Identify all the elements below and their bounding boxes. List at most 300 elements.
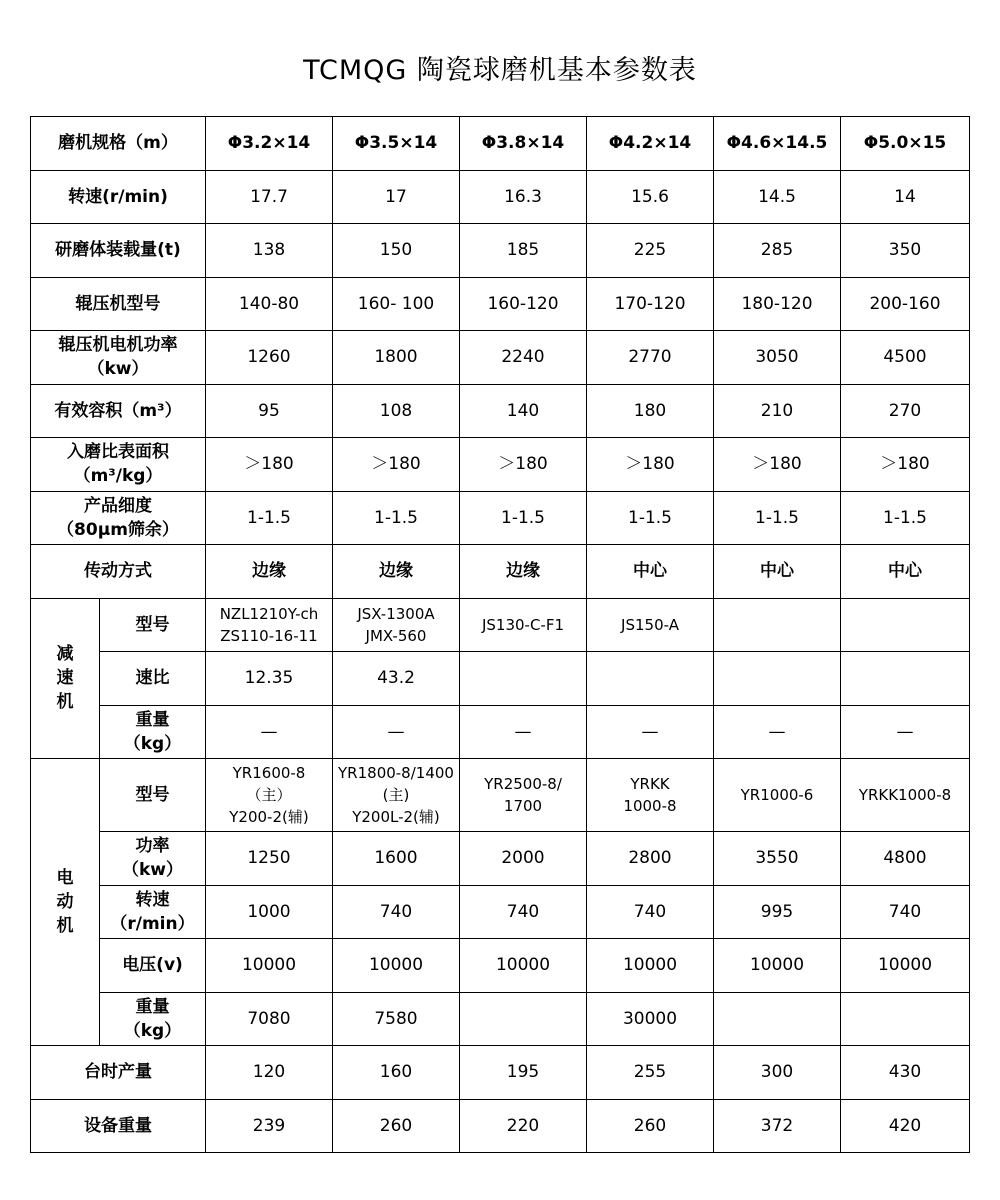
table-row — [31, 1099, 970, 1153]
parameter-table — [30, 116, 970, 1153]
cell-value: 1-1.5 — [628, 507, 672, 528]
value-cell — [460, 331, 587, 385]
value-cell — [333, 759, 460, 832]
value-cell — [714, 170, 841, 224]
value-cell — [587, 1099, 714, 1153]
value-cell — [841, 885, 970, 939]
cell-value: 7080 — [247, 1008, 291, 1029]
group-header-char: 动 — [56, 892, 74, 912]
row-header-unit: （80μm筛余） — [57, 519, 179, 540]
row-header-label: 重量 — [135, 996, 170, 1017]
value-cell — [587, 384, 714, 438]
group-header-char: 减 — [56, 644, 74, 665]
row-header — [31, 491, 206, 545]
table-row — [31, 277, 970, 331]
cell-value: 1600 — [374, 848, 418, 869]
value-cell — [206, 224, 333, 278]
value-cell — [460, 598, 587, 652]
cell-value: 740 — [506, 901, 540, 922]
value-cell — [714, 331, 841, 385]
row-header-unit: （r/min） — [110, 913, 195, 934]
value-cell — [333, 992, 460, 1046]
cell-value: 285 — [760, 240, 794, 261]
column-header-label: Φ3.2×14 — [227, 133, 311, 154]
row-header — [100, 885, 206, 939]
column-header — [587, 117, 714, 171]
cell-value: 30000 — [622, 1008, 678, 1029]
value-cell — [206, 705, 333, 759]
cell-value-line: JMX-560 — [365, 626, 427, 645]
value-cell — [841, 598, 970, 652]
cell-value-line: YRKK1000-8 — [858, 786, 952, 804]
row-header-label: 辊压机电机功率 — [58, 335, 178, 356]
cell-value: 中心 — [760, 561, 794, 582]
value-cell — [714, 759, 841, 832]
cell-value-line: (主) — [382, 786, 410, 804]
value-cell — [333, 598, 460, 652]
cell-value: 180 — [633, 400, 667, 421]
cell-value: ＞180 — [371, 454, 421, 475]
value-cell — [714, 652, 841, 706]
cell-value-line: YR1000-6 — [740, 786, 814, 804]
cell-value: 1800 — [374, 347, 418, 368]
value-cell — [714, 545, 841, 599]
cell-value: 17 — [385, 186, 407, 207]
row-header — [100, 759, 206, 832]
row-header — [31, 1099, 206, 1153]
cell-value: 195 — [506, 1062, 540, 1083]
value-cell — [587, 939, 714, 993]
value-cell — [333, 545, 460, 599]
group-header-char: 电 — [56, 868, 74, 888]
cell-value: 1-1.5 — [247, 507, 291, 528]
group-header — [31, 598, 100, 759]
cell-value: 740 — [888, 901, 922, 922]
cell-value: 350 — [888, 240, 922, 261]
row-header — [100, 652, 206, 706]
value-cell — [587, 832, 714, 886]
cell-value: 140-80 — [238, 293, 300, 314]
value-cell — [460, 1099, 587, 1153]
value-cell — [587, 170, 714, 224]
row-header — [31, 277, 206, 331]
cell-value: 210 — [760, 400, 794, 421]
value-cell — [460, 384, 587, 438]
cell-value: — — [260, 721, 278, 742]
value-cell — [460, 545, 587, 599]
value-cell — [206, 491, 333, 545]
cell-value: 150 — [379, 240, 413, 261]
group-header-char: 机 — [56, 916, 74, 936]
value-cell — [333, 832, 460, 886]
value-cell — [333, 652, 460, 706]
column-header-label: Φ4.6×14.5 — [726, 133, 828, 154]
value-cell — [206, 1046, 333, 1100]
value-cell — [714, 832, 841, 886]
cell-value: 1000 — [247, 901, 291, 922]
value-cell — [714, 1046, 841, 1100]
cell-value: 10000 — [877, 955, 933, 976]
row-header-label: 电压(v) — [122, 955, 183, 976]
value-cell — [333, 438, 460, 492]
value-cell — [206, 545, 333, 599]
row-header-label: 转速(r/min) — [68, 186, 168, 207]
value-cell — [841, 545, 970, 599]
cell-value: — — [768, 721, 786, 742]
value-cell — [206, 277, 333, 331]
cell-value: ＞180 — [752, 454, 802, 475]
value-cell — [206, 759, 333, 832]
value-cell — [714, 992, 841, 1046]
value-cell — [714, 277, 841, 331]
cell-value: 220 — [506, 1115, 540, 1136]
value-cell — [460, 224, 587, 278]
value-cell — [206, 832, 333, 886]
column-header — [333, 117, 460, 171]
cell-value: 200-160 — [869, 293, 941, 314]
value-cell — [333, 170, 460, 224]
cell-value: 1-1.5 — [501, 507, 545, 528]
value-cell — [841, 384, 970, 438]
value-cell — [206, 384, 333, 438]
cell-value-line: 1000-8 — [623, 797, 677, 815]
column-header — [841, 117, 970, 171]
column-header-label: Φ5.0×15 — [863, 133, 947, 154]
cell-value: 108 — [379, 400, 413, 421]
cell-value: 7580 — [374, 1008, 418, 1029]
value-cell — [841, 832, 970, 886]
value-cell — [841, 992, 970, 1046]
value-cell — [714, 705, 841, 759]
cell-value: 2800 — [628, 848, 672, 869]
cell-value-line: YRKK — [630, 775, 670, 793]
table-row — [31, 832, 970, 886]
row-header — [31, 117, 206, 171]
value-cell — [841, 277, 970, 331]
cell-value: 120 — [252, 1062, 286, 1083]
cell-value: 740 — [379, 901, 413, 922]
cell-value: 边缘 — [506, 561, 540, 582]
cell-value-line: YR1600-8 — [232, 764, 306, 782]
column-header — [714, 117, 841, 171]
value-cell — [206, 598, 333, 652]
table-row — [31, 992, 970, 1046]
cell-value-line: Y200-2(辅) — [229, 808, 309, 826]
value-cell — [587, 491, 714, 545]
cell-value: 12.35 — [244, 668, 294, 689]
cell-value: 10000 — [495, 955, 551, 976]
row-header — [100, 598, 206, 652]
value-cell — [841, 939, 970, 993]
cell-value: 中心 — [633, 561, 667, 582]
cell-value: 中心 — [888, 561, 922, 582]
value-cell — [333, 224, 460, 278]
row-header-label: 设备重量 — [84, 1115, 152, 1136]
cell-value-line: Y200L-2(辅) — [352, 808, 440, 826]
cell-value: 372 — [760, 1115, 794, 1136]
value-cell — [841, 170, 970, 224]
value-cell — [841, 331, 970, 385]
row-header — [100, 832, 206, 886]
column-header-label: Φ4.2×14 — [608, 133, 692, 154]
cell-value: 43.2 — [377, 668, 415, 689]
cell-value: 边缘 — [379, 561, 413, 582]
value-cell — [460, 170, 587, 224]
cell-value: — — [514, 721, 532, 742]
page-title: TCMQG 陶瓷球磨机基本参数表 — [303, 55, 697, 86]
table-row — [31, 170, 970, 224]
row-header-label: 转速 — [135, 889, 170, 910]
value-cell — [460, 705, 587, 759]
value-cell — [206, 939, 333, 993]
value-cell — [333, 331, 460, 385]
value-cell — [333, 885, 460, 939]
cell-value: 225 — [633, 240, 667, 261]
row-header — [31, 224, 206, 278]
value-cell — [714, 885, 841, 939]
value-cell — [587, 759, 714, 832]
cell-value: 15.6 — [631, 186, 669, 207]
value-cell — [714, 491, 841, 545]
table-row — [31, 1046, 970, 1100]
value-cell — [714, 384, 841, 438]
value-cell — [460, 832, 587, 886]
value-cell — [206, 438, 333, 492]
row-header-label: 磨机规格（m） — [58, 133, 178, 154]
row-header-label: 入磨比表面积 — [67, 442, 169, 463]
value-cell — [333, 491, 460, 545]
table-row — [31, 885, 970, 939]
cell-value: 3050 — [755, 347, 799, 368]
cell-value: 边缘 — [252, 561, 286, 582]
row-header — [100, 992, 206, 1046]
cell-value: ＞180 — [244, 454, 294, 475]
value-cell — [714, 438, 841, 492]
cell-value: 95 — [258, 400, 280, 421]
value-cell — [841, 1099, 970, 1153]
cell-value: ＞180 — [880, 454, 930, 475]
row-header — [31, 384, 206, 438]
row-header-label: 速比 — [135, 668, 170, 689]
value-cell — [206, 885, 333, 939]
row-header-label: 有效容积（m³） — [54, 400, 182, 421]
row-header-label: 研磨体装载量(t) — [55, 240, 181, 261]
value-cell — [460, 438, 587, 492]
value-cell — [460, 939, 587, 993]
cell-value: 170-120 — [614, 293, 686, 314]
row-header-unit: （kg） — [123, 1020, 182, 1041]
table-row — [31, 384, 970, 438]
value-cell — [587, 992, 714, 1046]
cell-value: 16.3 — [504, 186, 542, 207]
cell-value: 1-1.5 — [374, 507, 418, 528]
row-header — [31, 170, 206, 224]
value-cell — [841, 705, 970, 759]
value-cell — [841, 224, 970, 278]
column-header — [460, 117, 587, 171]
cell-value: 995 — [760, 901, 794, 922]
cell-value: 17.7 — [250, 186, 288, 207]
table-row — [31, 705, 970, 759]
cell-value: 140 — [506, 400, 540, 421]
row-header — [100, 939, 206, 993]
cell-value: 255 — [633, 1062, 667, 1083]
row-header-unit: （kw） — [121, 860, 183, 881]
cell-value-line: ZS110-16-11 — [220, 626, 318, 645]
cell-value: — — [641, 721, 659, 742]
row-header-label: 重量 — [135, 709, 170, 730]
cell-value: 185 — [506, 240, 540, 261]
cell-value-line: JSX-1300A — [357, 604, 435, 623]
cell-value: ＞180 — [498, 454, 548, 475]
row-header-label: 功率 — [135, 836, 170, 857]
cell-value: 2770 — [628, 347, 672, 368]
cell-value-line: JS150-A — [621, 615, 679, 634]
value-cell — [333, 939, 460, 993]
value-cell — [460, 652, 587, 706]
row-header-label: 台时产量 — [84, 1062, 152, 1083]
value-cell — [206, 652, 333, 706]
value-cell — [841, 759, 970, 832]
cell-value: 160 — [379, 1062, 413, 1083]
value-cell — [460, 759, 587, 832]
value-cell — [841, 491, 970, 545]
cell-value: 2000 — [501, 848, 545, 869]
value-cell — [460, 885, 587, 939]
value-cell — [206, 992, 333, 1046]
column-header-label: Φ3.5×14 — [354, 133, 438, 154]
value-cell — [587, 598, 714, 652]
cell-value: 260 — [379, 1115, 413, 1136]
cell-value: 430 — [888, 1062, 922, 1083]
row-header-unit: （kg） — [123, 733, 182, 754]
row-header-unit: （kw） — [87, 359, 149, 380]
row-header — [100, 705, 206, 759]
value-cell — [714, 224, 841, 278]
row-header — [31, 438, 206, 492]
cell-value: 420 — [888, 1115, 922, 1136]
value-cell — [587, 438, 714, 492]
value-cell — [333, 277, 460, 331]
table-row — [31, 331, 970, 385]
cell-value: — — [387, 721, 405, 742]
cell-value: 1-1.5 — [883, 507, 927, 528]
cell-value: 270 — [888, 400, 922, 421]
cell-value: 160-120 — [487, 293, 559, 314]
table-row — [31, 117, 970, 171]
value-cell — [587, 705, 714, 759]
row-header-label: 传动方式 — [84, 561, 152, 582]
value-cell — [460, 491, 587, 545]
cell-value: 14.5 — [758, 186, 796, 207]
value-cell — [333, 1046, 460, 1100]
cell-value: 10000 — [749, 955, 805, 976]
value-cell — [460, 992, 587, 1046]
value-cell — [587, 224, 714, 278]
value-cell — [587, 885, 714, 939]
row-header — [31, 1046, 206, 1100]
value-cell — [841, 438, 970, 492]
cell-value: 239 — [252, 1115, 286, 1136]
value-cell — [587, 652, 714, 706]
group-header — [31, 759, 100, 1046]
cell-value: 160- 100 — [357, 293, 435, 314]
value-cell — [714, 939, 841, 993]
value-cell — [206, 1099, 333, 1153]
value-cell — [460, 277, 587, 331]
row-header — [31, 331, 206, 385]
value-cell — [206, 170, 333, 224]
cell-value-line: 1700 — [503, 797, 543, 815]
table-row — [31, 598, 970, 652]
cell-value: 10000 — [622, 955, 678, 976]
cell-value: 1-1.5 — [755, 507, 799, 528]
cell-value-line: （主） — [246, 786, 292, 804]
cell-value-line: JS130-C-F1 — [481, 615, 565, 634]
table-row — [31, 545, 970, 599]
table-row — [31, 438, 970, 492]
value-cell — [206, 331, 333, 385]
table-row — [31, 759, 970, 832]
row-header — [31, 545, 206, 599]
value-cell — [841, 652, 970, 706]
column-header-label: Φ3.8×14 — [481, 133, 565, 154]
cell-value: 740 — [633, 901, 667, 922]
cell-value-line: NZL1210Y-ch — [219, 604, 319, 623]
table-row — [31, 939, 970, 993]
cell-value: 260 — [633, 1115, 667, 1136]
cell-value: 2240 — [501, 347, 545, 368]
cell-value: 1260 — [247, 347, 291, 368]
cell-value: 4800 — [883, 848, 927, 869]
value-cell — [841, 1046, 970, 1100]
table-row — [31, 652, 970, 706]
value-cell — [333, 1099, 460, 1153]
value-cell — [714, 1099, 841, 1153]
cell-value-line: YR1800-8/1400 — [338, 764, 454, 782]
table-row — [31, 491, 970, 545]
value-cell — [587, 545, 714, 599]
value-cell — [333, 705, 460, 759]
value-cell — [714, 598, 841, 652]
cell-value: 4500 — [883, 347, 927, 368]
column-header — [206, 117, 333, 171]
cell-value: 3550 — [755, 848, 799, 869]
cell-value: 300 — [760, 1062, 794, 1083]
row-header-label: 型号 — [135, 785, 170, 805]
cell-value-line: YR2500-8/ — [484, 775, 562, 793]
group-header-char: 速 — [56, 668, 74, 689]
value-cell — [587, 331, 714, 385]
table-row — [31, 224, 970, 278]
cell-value: 14 — [894, 186, 916, 207]
value-cell — [333, 384, 460, 438]
row-header-label: 型号 — [135, 614, 170, 635]
row-header-label: 产品细度 — [84, 495, 152, 516]
value-cell — [587, 1046, 714, 1100]
cell-value: 138 — [252, 240, 286, 261]
row-header-unit: （m³/kg） — [73, 466, 163, 487]
value-cell — [460, 1046, 587, 1100]
cell-value: — — [896, 721, 914, 742]
group-header-char: 机 — [56, 692, 74, 713]
cell-value: 10000 — [368, 955, 424, 976]
value-cell — [587, 277, 714, 331]
cell-value: 1250 — [247, 848, 291, 869]
cell-value: ＞180 — [625, 454, 675, 475]
row-header-label: 辊压机型号 — [75, 293, 161, 314]
cell-value: 180-120 — [741, 293, 813, 314]
